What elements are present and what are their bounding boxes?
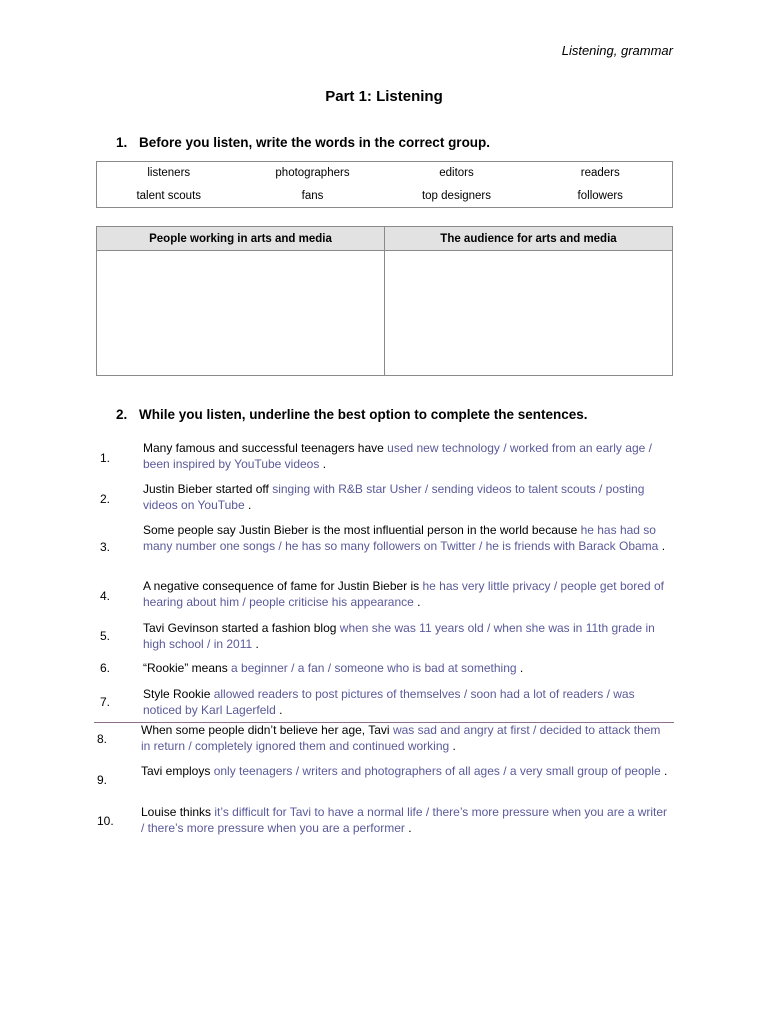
item-options[interactable]: only teenagers / writers and photographers of all ages / a very small group of people [213, 764, 661, 778]
word: followers [577, 189, 623, 202]
item-end: . [244, 498, 252, 512]
word: talent scouts [136, 189, 202, 202]
word: top designers [421, 189, 492, 202]
item-number: 8. [97, 732, 108, 746]
item-end: . [516, 661, 524, 675]
item-stem: When some people didn’t believe her age, Tavi [141, 723, 393, 737]
table-header-audience: The audience for arts and media [385, 227, 673, 251]
item-end: . [658, 539, 666, 553]
item-options[interactable]: allowed readers to post pictures of themselves / soon had a lot of readers / was noticed by Karl Lagerfeld [143, 687, 635, 717]
item-number: 3. [100, 540, 111, 554]
item-stem: Louise thinks [141, 805, 215, 819]
item-stem: Style Rookie [143, 687, 214, 701]
word: photographers [275, 167, 350, 180]
item-options[interactable]: when she was 11 years old / when she was in 11th grade in high school / in 2011 [143, 621, 655, 651]
item-options[interactable]: he has had so many number one songs / he has so many followers on Twitter / he is friends with Barack Obama [143, 523, 659, 553]
word: editors [439, 167, 474, 180]
word-box [96, 161, 673, 208]
item-end: . [660, 764, 668, 778]
question-number: 1. [116, 135, 128, 150]
word: listeners [147, 167, 191, 180]
group-table [96, 226, 673, 376]
item-number: 9. [97, 773, 108, 787]
item-number: 4. [100, 589, 111, 603]
item-end: . [404, 821, 412, 835]
item-number: 2. [100, 492, 111, 506]
word-row [97, 162, 673, 185]
question-1-heading [116, 135, 490, 150]
word: fans [301, 189, 324, 202]
item-options[interactable]: used new technology / worked from an early age / been inspired by YouTube videos [143, 441, 652, 471]
item-stem: Tavi Gevinson started a fashion blog [143, 621, 340, 635]
item-options[interactable]: was sad and angry at first / decided to attack them in return / completely ignored them and continued working [141, 723, 661, 753]
question-2-heading [116, 407, 588, 422]
item-end: . [449, 739, 456, 753]
question-text: Before you listen, write the words in the correct group. [139, 135, 491, 150]
question-text: While you listen, underline the best option to complete the sentences. [139, 407, 588, 422]
word-row [97, 185, 673, 208]
divider-line [94, 722, 674, 723]
item-stem: Some people say Justin Bieber is the most influential person in the world because [143, 523, 581, 537]
table-header-arts-media-workers: People working in arts and media [97, 227, 385, 251]
item-number: 5. [100, 629, 111, 643]
item-number: 1. [100, 451, 111, 465]
part-title: Part 1: Listening [325, 88, 443, 105]
item-stem: Tavi employs [141, 764, 214, 778]
item-stem: A negative consequence of fame for Justin Bieber is [143, 579, 423, 593]
item-options[interactable]: it’s difficult for Tavi to have a normal life / there’s more pressure when you are a writer / there’s more pressure when you are a performer [141, 805, 668, 835]
item-stem: Many famous and successful teenagers have [143, 441, 388, 455]
header-label: Listening, grammar [561, 43, 673, 58]
item-number: 10. [97, 814, 114, 828]
item-options[interactable]: a beginner / a fan / someone who is bad at something [231, 661, 517, 675]
item-number: 6. [100, 661, 111, 675]
item-options[interactable]: he has very little privacy / people get bored of hearing about him / people criticise his appearance [143, 579, 664, 609]
item-end: . [413, 595, 421, 609]
item-stem: Justin Bieber started off [143, 482, 273, 496]
question-number: 2. [116, 407, 128, 422]
answer-cell-audience[interactable] [385, 251, 673, 376]
item-number: 7. [100, 695, 111, 709]
item-options[interactable]: singing with R&B star Usher / sending videos to talent scouts / posting videos on YouTube [143, 482, 645, 512]
item-end: . [319, 457, 327, 471]
item-end: . [275, 703, 283, 717]
item-stem: “Rookie” means [143, 661, 232, 675]
item-end: . [252, 637, 259, 651]
word: readers [580, 167, 620, 180]
answer-cell-workers[interactable] [97, 251, 385, 376]
